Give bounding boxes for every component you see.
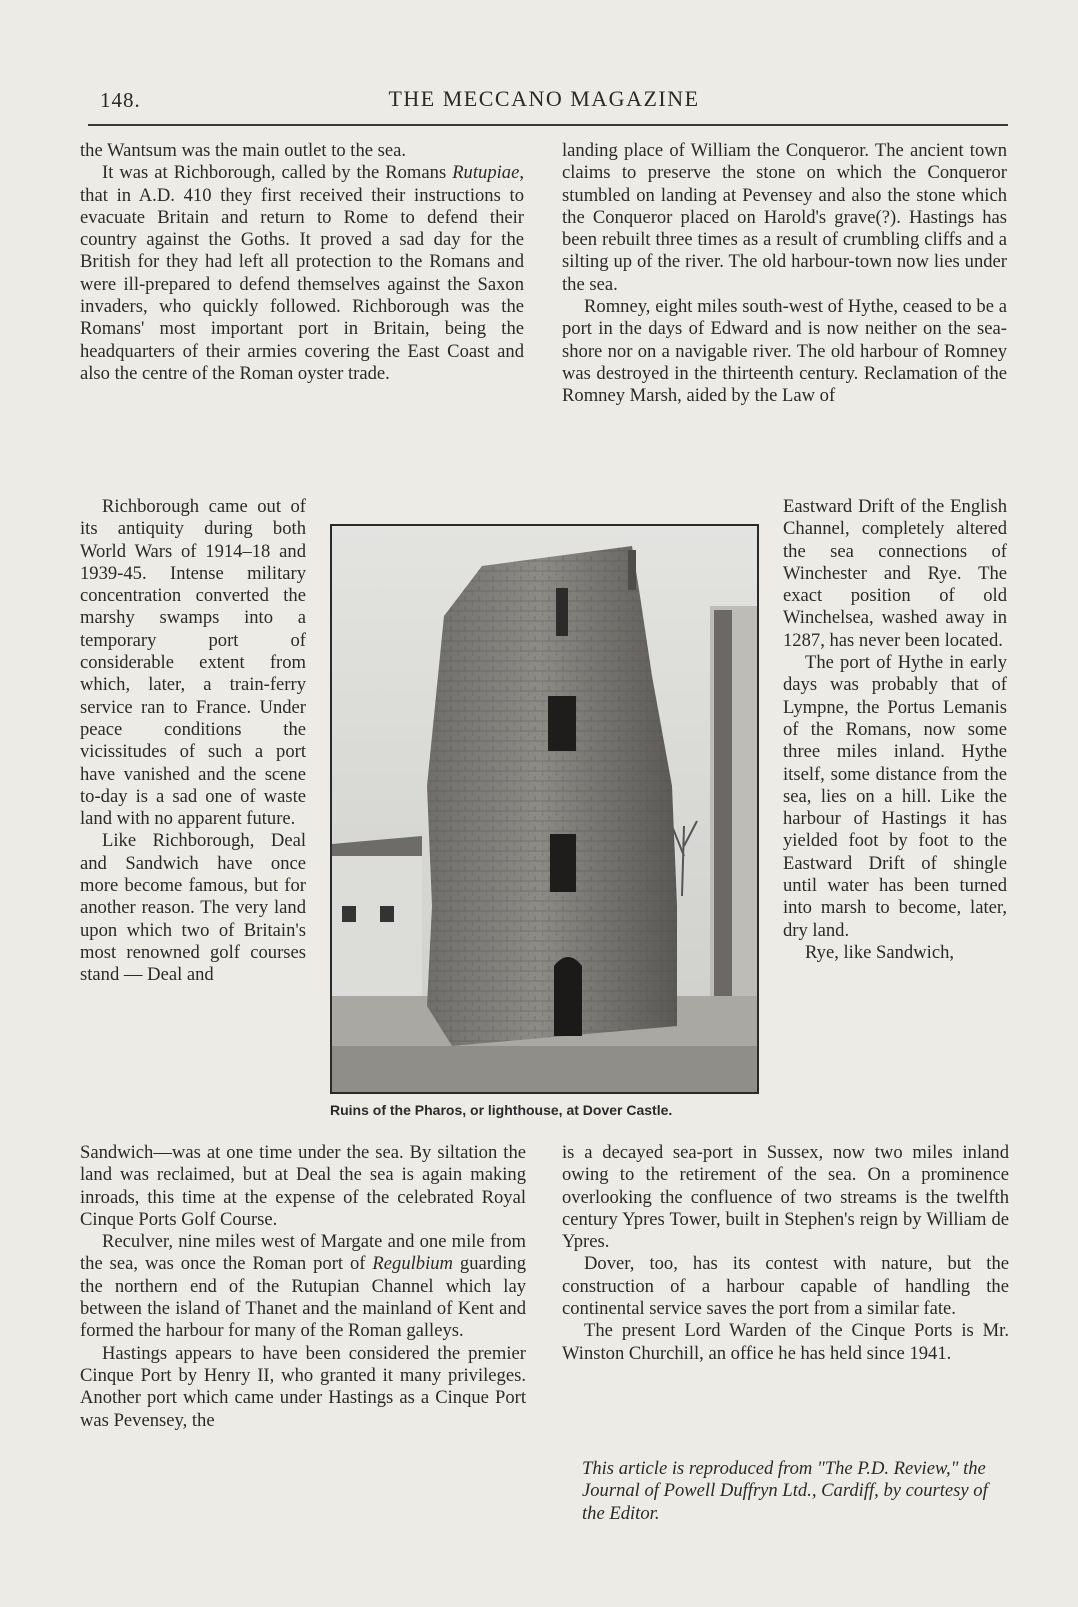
paragraph-hythe: The port of Hythe in early days was probably that of Lympne, the Portus Lemanis of the Romans, now some three miles inland. Hythe itself, some distance from the sea, lies on a hill. Like the harbour of Hastings it has yielded foot by foot to the Eastward Drift of shingle until water has been turned into marsh to become, later, dry land. (783, 652, 1007, 941)
paragraph-rye-cont: is a decayed sea-port in Sussex, now two miles inland owing to the retirement of the sea. On a prominence overlooking the confluence of two streams is the twelfth century Ypres Tower, built in Stephen's reign by William de Ypres. (562, 1142, 1009, 1253)
paragraph-romney-cont: Eastward Drift of the English Channel, completely altered the sea connections of Winchester and Rye. The exact position of old Winchelsea, washed away in 1287, has never been located. (783, 496, 1007, 651)
right-column-top (562, 140, 1007, 408)
figure-caption: Ruins of the Pharos, or lighthouse, at Dover Castle. (330, 1102, 673, 1118)
paragraph-pevensey: landing place of William the Conqueror. The ancient town claims to preserve the stone on which the Conqueror stumbled on landing at Pevensey and also the stone which the Conqueror placed on Harold's grave(?). Hastings has been rebuilt three times as a result of crumbling cliffs and a silting up of the river. The old harbour-town now lies under the sea. (562, 140, 1007, 295)
header-rule (88, 124, 1008, 126)
paragraph-romney: Romney, eight miles south-west of Hythe, ceased to be a port in the days of Edward and is now neither on the sea-shore nor on a navigable river. The old harbour of Romney was destroyed in the thirteenth century. Reclamation of the Romney Marsh, aided by the Law of (562, 296, 1007, 407)
paragraph-richborough: It was at Richborough, called by the Romans Rutupiae, that in A.D. 410 they first received their instructions to evacuate Britain and return to Rome to defend their country against the Goths. It proved a sad day for the British for they had left all protection to the Romans and were ill-prepared to defend themselves against the Saxon invaders, who quickly followed. Richborough was the Romans' most important port in Britain, being the headquarters of their armies covering the East Coast and also the centre of the Roman oyster trade. (80, 162, 524, 384)
paragraph-wantsum: the Wantsum was the main outlet to the sea. (80, 140, 407, 161)
page-header (78, 84, 1010, 114)
pharos-photo-illustration (332, 526, 757, 1092)
paragraph-hastings: Hastings appears to have been considered the premier Cinque Port by Henry II, who granted it many privileges. Another port which came under Hastings as a Cinque Port was Pevensey, the (80, 1342, 526, 1431)
paragraph-richborough-wars: Richborough came out of its antiquity during both World Wars of 1914–18 and 1939-45. Intense military concentration converted the marshy swamps into a temporary port of considerable extent from which, later, a train-ferry service ran to France. Under peace conditions the vicissitudes of such a port have vanished and the scene to-day is a sad one of waste land with no apparent future. (80, 496, 306, 830)
pharos-photograph (330, 524, 759, 1094)
left-column-top (80, 140, 524, 385)
page-number: 148. (100, 88, 141, 112)
right-column-wrap (783, 496, 1007, 964)
left-column-bottom (80, 1142, 526, 1432)
running-title: THE MECCANO MAGAZINE (388, 86, 700, 111)
latin-name-rutupiae: Rutupiae (452, 162, 520, 184)
latin-name-regulbium: Regulbium (372, 1253, 453, 1275)
paragraph-dover: Dover, too, has its contest with nature, but the construction of a harbour capable of handling the continental service saves the port from a similar fate. (562, 1253, 1009, 1320)
left-column-wrap (80, 496, 306, 987)
paragraph-reculver: Reculver, nine miles west of Margate and one mile from the sea, was once the Roman port of Regulbium guarding the northern end of the Rutupian Channel which lay between the island of Thanet and the mainland of Kent and formed the harbour for many of the Roman galleys. (80, 1231, 526, 1342)
paragraph-lord-warden: The present Lord Warden of the Cinque Ports is Mr. Winston Churchill, an office he has held since 1941. (562, 1320, 1009, 1364)
paragraph-rye: Rye, like Sandwich, (805, 941, 955, 963)
paragraph-sandwich-cont: Sandwich—was at one time under the sea. By siltation the land was reclaimed, but at Deal the sea is again making inroads, this time at the expense of the celebrated Royal Cinque Ports Golf Course. (80, 1142, 526, 1230)
paragraph-deal-sandwich: Like Richborough, Deal and Sandwich have once more become famous, but for another reason. The very land upon which two of Britain's most renowned golf courses stand — Deal and (80, 830, 306, 986)
article-credit: This article is reproduced from "The P.D. Review," the Journal of Powell Duffryn Ltd., Cardiff, by courtesy of the Editor. (582, 1458, 988, 1524)
right-column-bottom (562, 1142, 1009, 1365)
